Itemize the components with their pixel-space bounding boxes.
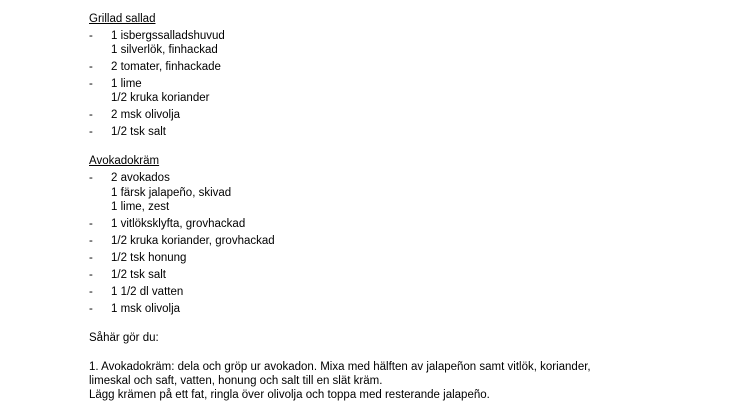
ingredient-text: 1 isbergssalladshuvud (111, 30, 225, 42)
list-bullet: - (89, 235, 93, 247)
section-heading-grillad-sallad: Grillad sallad (89, 13, 156, 25)
list-bullet: - (89, 218, 93, 230)
ingredient-text: 1 lime (111, 78, 142, 90)
list-bullet: - (89, 269, 93, 281)
list-bullet: - (89, 172, 93, 184)
list-bullet: - (89, 109, 93, 121)
ingredient-text: 2 avokados (111, 172, 170, 184)
instructions-title: Såhär gör du: (89, 332, 159, 344)
list-bullet: - (89, 61, 93, 73)
list-bullet: - (89, 303, 93, 315)
ingredient-text: 1 silverlök, finhackad (111, 44, 218, 56)
list-bullet: - (89, 286, 93, 298)
instruction-line: Lägg krämen på ett fat, ringla över olivolja och toppa med resterande jalapeño. (89, 389, 490, 401)
ingredient-text: 1 lime, zest (111, 201, 170, 213)
ingredient-text: 1/2 tsk honung (111, 252, 187, 264)
list-bullet: - (89, 78, 93, 90)
ingredient-text: 1 vitlöksklyfta, grovhackad (111, 218, 246, 230)
ingredient-text: 1 msk olivolja (111, 303, 181, 315)
ingredient-text: 1/2 tsk salt (111, 126, 166, 138)
instruction-line: 1. Avokadokräm: dela och gröp ur avokadon. Mixa med hälften av jalapeñon samt vitlök, koriander, (89, 361, 591, 373)
ingredient-text: 1/2 kruka koriander, grovhackad (111, 235, 275, 247)
list-bullet: - (89, 30, 93, 42)
ingredient-text: 1/2 tsk salt (111, 269, 166, 281)
ingredient-text: 1 1/2 dl vatten (111, 286, 184, 298)
ingredient-text: 2 tomater, finhackade (111, 61, 221, 73)
section-heading-avokadokram: Avokadokräm (89, 155, 160, 167)
ingredient-text: 2 msk olivolja (111, 109, 181, 121)
list-bullet: - (89, 252, 93, 264)
instruction-line: limeskal och saft, vatten, honung och salt till en slät kräm. (89, 375, 383, 387)
ingredient-text: 1 färsk jalapeño, skivad (111, 187, 232, 199)
list-bullet: - (89, 126, 93, 138)
ingredient-text: 1/2 kruka koriander (111, 92, 210, 104)
clipped-next-line (330, 414, 580, 419)
